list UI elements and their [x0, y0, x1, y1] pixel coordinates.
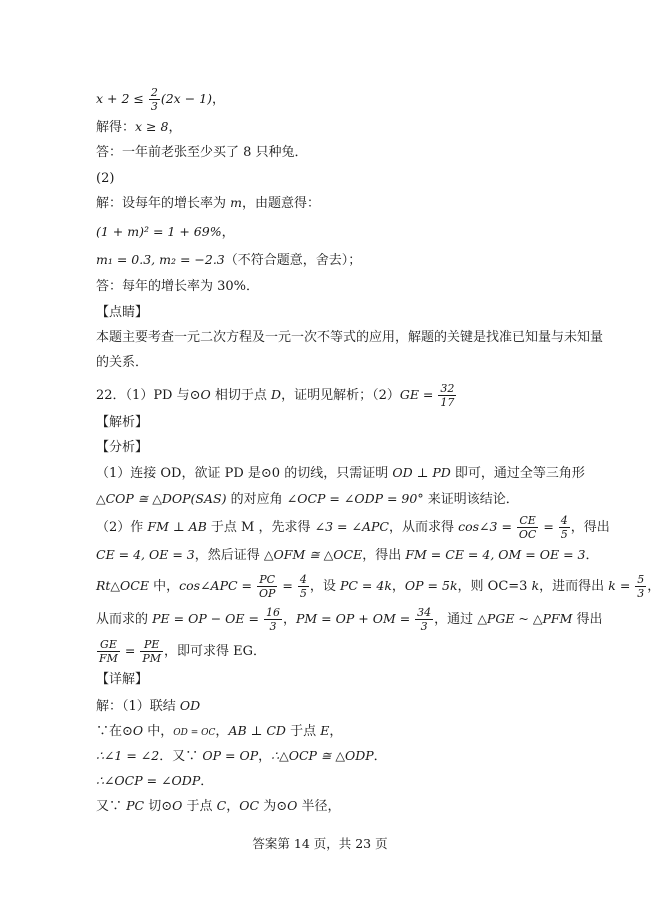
- fraction: $\frac{4}{5}$: [560, 514, 568, 541]
- fraction: $\frac{CE}{OC}$: [518, 514, 537, 541]
- fraction: $\frac{2}{3}$: [150, 86, 158, 113]
- line-inequality: x + 2 ≤ $\frac{2}{3}$ (2x − 1)，: [96, 86, 225, 113]
- line-detail-4: ∴∠OCP = ∠ODP．: [96, 773, 214, 789]
- line-part-2-label: (2): [96, 171, 115, 186]
- fraction: $\frac{32}{17}$: [440, 382, 455, 409]
- line-analysis-6: 从而求的 PE = OP − OE = $\frac{16}{3}$ ，PM = OP + OM = $\frac{34}{3}$ ，通过 △PGE ~ △PFM 得出: [96, 606, 603, 633]
- line-question-22: 22．（1）PD 与⊙O 相切于点 D，证明见解析；（2）GE = $\frac{32}{17}$: [96, 382, 455, 409]
- section-heading-fenxi: 【分析】: [96, 440, 149, 455]
- line-analysis-7: $\frac{GE}{FM}$ = $\frac{PE}{PM}$ ，即可求得 EG．: [99, 638, 267, 665]
- page-footer: 答案第 14 页，共 23 页: [252, 836, 388, 851]
- fraction: $\frac{GE}{FM}$: [99, 638, 118, 665]
- line-detail-2: ∵在⊙O 中，OD = OC，AB ⊥ CD 于点 E，: [96, 723, 343, 739]
- line-solve-x: 解得：x ≥ 8，: [96, 119, 182, 135]
- section-heading-xiangjie: 【详解】: [96, 672, 149, 687]
- line-detail-5: 又∵ PC 切⊙O 于点 C，OC 为⊙O 半径，: [96, 798, 341, 814]
- line-comment-2: 的关系．: [96, 355, 149, 370]
- line-analysis-3: （2）作 FM ⊥ AB 于点 M ，先求得 ∠3 = ∠APC，从而求得 cos∠3 = $\frac{CE}{OC}$ = $\frac{4}{5}$ ，得出: [96, 514, 610, 541]
- line-answer-1: 答：一年前老张至少买了 8 只种兔．: [96, 145, 308, 160]
- line-analysis-2: △COP ≅ △DOP(SAS) 的对应角 ∠OCP = ∠ODP = 90° 来证明该结论．: [96, 491, 519, 507]
- fraction: $\frac{PE}{PM}$: [142, 638, 161, 665]
- line-let-m: 解：设每年的增长率为 m，由题意得：: [96, 195, 321, 211]
- line-analysis-1: （1）连接 OD，欲证 PD 是⊙0 的切线，只需证明 OD ⊥ PD 即可，通过全等三角形: [96, 465, 585, 481]
- line-analysis-5: Rt△OCE 中，cos∠APC = $\frac{PC}{OP}$ = $\frac{4}{5}$ ，设 PC = 4k，OP = 5k，则 OC=3 k，进而得出 k = $\frac{5}{3}$ ，: [96, 573, 660, 600]
- section-heading-dianjing: 【点睛】: [96, 305, 149, 320]
- line-comment-1: 本题主要考查一元二次方程及一元一次不等式的应用，解题的关键是找准已知量与未知量: [96, 330, 604, 345]
- line-answer-2: 答：每年的增长率为 30%．: [96, 279, 260, 294]
- section-heading-jiexi: 【解析】: [96, 415, 149, 430]
- line-equation: (1 + m)² = 1 + 69%，: [96, 224, 235, 240]
- fraction: $\frac{5}{3}$: [637, 573, 645, 600]
- line-detail-3: ∴∠1 = ∠2．又∵ OP = OP，∴△OCP ≅ △ODP．: [96, 748, 387, 764]
- line-detail-1: 解：（1）联结 OD: [96, 698, 201, 714]
- fraction: $\frac{34}{3}$: [417, 606, 432, 633]
- fraction: $\frac{16}{3}$: [265, 606, 280, 633]
- line-analysis-4: CE = 4, OE = 3，然后证得 △OFM ≅ △OCE，得出 FM = CE = 4, OM = OE = 3．: [96, 547, 599, 563]
- fraction: $\frac{4}{5}$: [299, 573, 307, 600]
- fraction: $\frac{PC}{OP}$: [258, 573, 276, 600]
- line-roots: m₁ = 0.3, m₂ = −2.3（不符合题意，舍去）；: [96, 252, 362, 268]
